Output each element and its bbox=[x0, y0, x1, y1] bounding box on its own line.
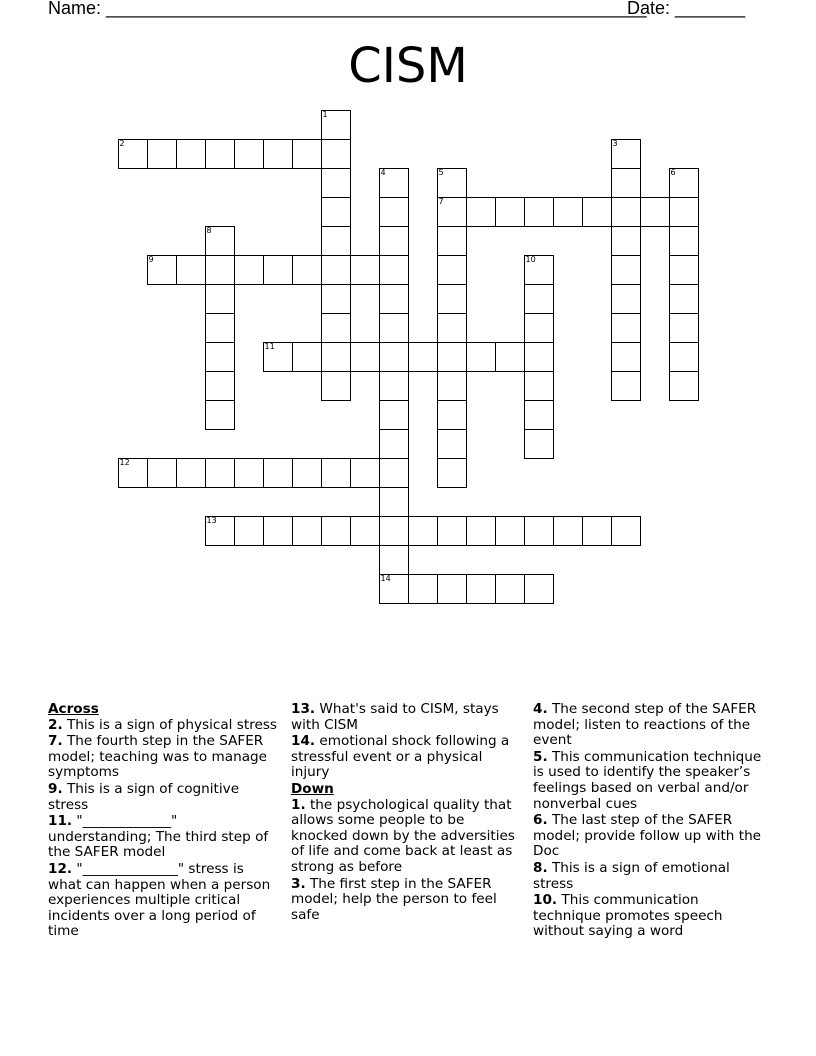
across-heading: Across bbox=[48, 701, 99, 717]
grid-cell[interactable] bbox=[379, 168, 409, 198]
clue-item-text: The fourth step in the SAFER model; teaching was to manage symptoms bbox=[48, 733, 268, 781]
grid-cell[interactable] bbox=[176, 139, 206, 169]
grid-cell[interactable] bbox=[582, 197, 612, 227]
grid-cell[interactable] bbox=[205, 516, 235, 546]
grid-cell[interactable] bbox=[466, 516, 496, 546]
grid-cell[interactable] bbox=[205, 139, 235, 169]
grid-cell[interactable] bbox=[379, 429, 409, 459]
grid-cell[interactable] bbox=[118, 458, 148, 488]
grid-cell[interactable] bbox=[379, 545, 409, 575]
grid-cell[interactable] bbox=[379, 255, 409, 285]
grid-cell[interactable] bbox=[321, 458, 351, 488]
grid-cell[interactable] bbox=[437, 226, 467, 256]
grid-cell[interactable] bbox=[379, 197, 409, 227]
grid-cell[interactable] bbox=[524, 255, 554, 285]
grid-cell[interactable] bbox=[408, 342, 438, 372]
grid-cell[interactable] bbox=[292, 139, 322, 169]
grid-cell[interactable] bbox=[263, 516, 293, 546]
grid-cell[interactable] bbox=[379, 226, 409, 256]
grid-cell[interactable] bbox=[379, 284, 409, 314]
clue-item-text: The second step of the SAFER model; listen to reactions of the event bbox=[533, 701, 757, 749]
grid-cell[interactable] bbox=[379, 574, 409, 604]
grid-cell[interactable] bbox=[669, 313, 699, 343]
grid-cell[interactable] bbox=[437, 342, 467, 372]
grid-cell[interactable] bbox=[147, 458, 177, 488]
grid-cell[interactable] bbox=[437, 168, 467, 198]
grid-cell[interactable] bbox=[669, 226, 699, 256]
grid-cell[interactable] bbox=[350, 342, 380, 372]
grid-cell[interactable] bbox=[234, 516, 264, 546]
grid-cell[interactable] bbox=[611, 342, 641, 372]
grid-cell[interactable] bbox=[524, 516, 554, 546]
clue-number: 7 bbox=[438, 197, 444, 206]
grid-cell[interactable] bbox=[321, 197, 351, 227]
clue-item-number: 11. bbox=[48, 813, 73, 830]
clue-item bbox=[533, 861, 765, 892]
grid-cell[interactable] bbox=[205, 458, 235, 488]
grid-cell[interactable] bbox=[263, 139, 293, 169]
grid-cell[interactable] bbox=[437, 429, 467, 459]
clue-number: 10 bbox=[525, 255, 536, 264]
clue-item bbox=[48, 718, 280, 734]
grid-cell[interactable] bbox=[669, 284, 699, 314]
grid-cell[interactable] bbox=[553, 197, 583, 227]
grid-cell[interactable] bbox=[669, 371, 699, 401]
grid-cell[interactable] bbox=[582, 516, 612, 546]
grid-cell[interactable] bbox=[524, 284, 554, 314]
clue-item-number: 7. bbox=[48, 733, 63, 750]
grid-cell[interactable] bbox=[263, 458, 293, 488]
grid-cell[interactable] bbox=[350, 255, 380, 285]
clues-column-1 bbox=[48, 702, 280, 941]
grid-cell[interactable] bbox=[292, 516, 322, 546]
grid-cell[interactable] bbox=[205, 400, 235, 430]
grid-cell[interactable] bbox=[379, 516, 409, 546]
grid-cell[interactable] bbox=[321, 168, 351, 198]
grid-cell[interactable] bbox=[524, 429, 554, 459]
clue-item-text: the psychological quality that allows some people to be knocked down by the adversities of life and come back at least as strong as before bbox=[291, 796, 515, 875]
date-field[interactable]: Date: _______ bbox=[627, 0, 746, 18]
clue-item-text: This communication technique is used to identify the speaker’s feelings based on verbal and/or nonverbal cues bbox=[533, 748, 762, 812]
grid-cell[interactable] bbox=[205, 313, 235, 343]
grid-cell[interactable] bbox=[669, 342, 699, 372]
clue-number: 8 bbox=[206, 226, 212, 235]
grid-cell[interactable] bbox=[321, 110, 351, 140]
clue-number: 6 bbox=[670, 168, 676, 177]
grid-cell[interactable] bbox=[640, 197, 670, 227]
grid-cell[interactable] bbox=[147, 139, 177, 169]
grid-cell[interactable] bbox=[669, 168, 699, 198]
clue-item-text: emotional shock following a stressful event or a physical injury bbox=[291, 733, 510, 781]
grid-cell[interactable] bbox=[524, 197, 554, 227]
grid-cell[interactable] bbox=[205, 284, 235, 314]
clue-number: 11 bbox=[264, 342, 275, 351]
grid-cell[interactable] bbox=[611, 197, 641, 227]
grid-cell[interactable] bbox=[495, 342, 525, 372]
clue-item bbox=[48, 862, 280, 940]
clue-item-text: The first step in the SAFER model; help the person to feel safe bbox=[291, 875, 497, 923]
grid-cell[interactable] bbox=[524, 400, 554, 430]
grid-cell[interactable] bbox=[379, 400, 409, 430]
grid-cell[interactable] bbox=[437, 371, 467, 401]
grid-cell[interactable] bbox=[611, 516, 641, 546]
clue-item-text: "_____________" understanding; The third step of the SAFER model bbox=[48, 813, 269, 861]
grid-cell[interactable] bbox=[669, 197, 699, 227]
clue-item-number: 4. bbox=[533, 701, 548, 717]
clue-item bbox=[48, 814, 280, 861]
grid-cell[interactable] bbox=[437, 197, 467, 227]
clue-number: 5 bbox=[438, 168, 444, 177]
clue-item-number: 8. bbox=[533, 859, 548, 876]
clue-item bbox=[533, 813, 765, 860]
grid-cell[interactable] bbox=[437, 574, 467, 604]
grid-cell[interactable] bbox=[437, 400, 467, 430]
clue-number: 13 bbox=[206, 516, 217, 525]
clue-item-number: 12. bbox=[48, 860, 73, 877]
grid-cell[interactable] bbox=[205, 371, 235, 401]
grid-cell[interactable] bbox=[176, 255, 206, 285]
grid-cell[interactable] bbox=[350, 516, 380, 546]
clue-item bbox=[533, 750, 765, 812]
down-heading: Down bbox=[291, 780, 334, 797]
grid-cell[interactable] bbox=[118, 139, 148, 169]
grid-cell[interactable] bbox=[437, 284, 467, 314]
clue-item-number: 3. bbox=[291, 875, 306, 892]
grid-cell[interactable] bbox=[176, 458, 206, 488]
clue-item-text: What's said to CISM, stays with CISM bbox=[291, 701, 499, 733]
clue-item-number: 6. bbox=[533, 812, 548, 829]
clue-item-number: 14. bbox=[291, 733, 316, 750]
clue-item-text: The last step of the SAFER model; provide follow up with the Doc bbox=[533, 812, 762, 860]
grid-cell[interactable] bbox=[437, 516, 467, 546]
grid-cell[interactable] bbox=[408, 516, 438, 546]
grid-cell[interactable] bbox=[321, 226, 351, 256]
grid-cell[interactable] bbox=[524, 574, 554, 604]
grid-cell[interactable] bbox=[292, 255, 322, 285]
clue-item bbox=[291, 877, 523, 924]
clue-item-number: 1. bbox=[291, 796, 306, 813]
clue-item bbox=[533, 893, 765, 940]
grid-cell[interactable] bbox=[408, 574, 438, 604]
grid-cell[interactable] bbox=[437, 313, 467, 343]
grid-cell[interactable] bbox=[524, 371, 554, 401]
clue-item-text: This communication technique promotes speech without saying a word bbox=[533, 892, 723, 940]
grid-cell[interactable] bbox=[379, 458, 409, 488]
grid-cell[interactable] bbox=[669, 255, 699, 285]
grid-cell[interactable] bbox=[611, 168, 641, 198]
grid-cell[interactable] bbox=[524, 342, 554, 372]
grid-cell[interactable] bbox=[321, 255, 351, 285]
grid-cell[interactable] bbox=[379, 342, 409, 372]
clue-item-text: This is a sign of physical stress bbox=[66, 716, 278, 733]
puzzle-title: CISM bbox=[348, 38, 468, 94]
grid-cell[interactable] bbox=[611, 226, 641, 256]
grid-cell[interactable] bbox=[321, 371, 351, 401]
grid-cell[interactable] bbox=[321, 313, 351, 343]
grid-cell[interactable] bbox=[321, 516, 351, 546]
clue-number: 14 bbox=[380, 574, 391, 583]
grid-cell[interactable] bbox=[437, 255, 467, 285]
clue-item bbox=[291, 702, 523, 733]
clue-number: 12 bbox=[119, 458, 130, 467]
clue-item bbox=[291, 798, 523, 876]
clue-item bbox=[48, 734, 280, 781]
grid-cell[interactable] bbox=[205, 255, 235, 285]
grid-cell[interactable] bbox=[611, 313, 641, 343]
grid-cell[interactable] bbox=[234, 458, 264, 488]
grid-cell[interactable] bbox=[495, 516, 525, 546]
grid-cell[interactable] bbox=[611, 139, 641, 169]
grid-cell[interactable] bbox=[321, 284, 351, 314]
clue-item-text: This is a sign of cognitive stress bbox=[48, 780, 240, 813]
grid-cell[interactable] bbox=[147, 255, 177, 285]
grid-cell[interactable] bbox=[466, 574, 496, 604]
clue-item-number: 2. bbox=[48, 716, 63, 733]
grid-cell[interactable] bbox=[553, 516, 583, 546]
grid-cell[interactable] bbox=[437, 458, 467, 488]
grid-cell[interactable] bbox=[205, 226, 235, 256]
grid-cell[interactable] bbox=[321, 342, 351, 372]
clue-item-number: 5. bbox=[533, 748, 548, 765]
clue-item-number: 9. bbox=[48, 780, 63, 797]
clue-item bbox=[291, 734, 523, 781]
clues-column-3 bbox=[533, 702, 765, 941]
grid-cell[interactable] bbox=[292, 458, 322, 488]
grid-cell[interactable] bbox=[379, 371, 409, 401]
grid-cell[interactable] bbox=[495, 197, 525, 227]
clue-item bbox=[48, 782, 280, 813]
grid-cell[interactable] bbox=[263, 342, 293, 372]
name-field[interactable]: Name: ______________________________________________________ bbox=[48, 0, 647, 18]
clue-number: 1 bbox=[322, 110, 328, 119]
grid-cell[interactable] bbox=[350, 458, 380, 488]
grid-cell[interactable] bbox=[234, 139, 264, 169]
clue-number: 3 bbox=[612, 139, 618, 148]
clue-item-text: This is a sign of emotional stress bbox=[533, 859, 730, 892]
grid-cell[interactable] bbox=[321, 139, 351, 169]
grid-cell[interactable] bbox=[611, 255, 641, 285]
clues-column-2 bbox=[291, 702, 523, 924]
clue-number: 4 bbox=[380, 168, 386, 177]
header bbox=[48, 0, 788, 20]
clue-item-number: 13. bbox=[291, 701, 316, 717]
grid-cell[interactable] bbox=[205, 342, 235, 372]
grid-cell[interactable] bbox=[234, 255, 264, 285]
grid-cell[interactable] bbox=[379, 313, 409, 343]
clue-item-number: 10. bbox=[533, 892, 558, 909]
grid-cell[interactable] bbox=[263, 255, 293, 285]
grid-cell[interactable] bbox=[611, 371, 641, 401]
clue-item-text: "______________" stress is what can happen when a person experiences multiple critical incidents over a long period of time bbox=[48, 860, 271, 940]
grid-cell[interactable] bbox=[292, 342, 322, 372]
clue-item bbox=[533, 702, 765, 749]
grid-cell[interactable] bbox=[466, 197, 496, 227]
grid-cell[interactable] bbox=[379, 487, 409, 517]
grid-cell[interactable] bbox=[524, 313, 554, 343]
clue-number: 2 bbox=[119, 139, 125, 148]
grid-cell[interactable] bbox=[495, 574, 525, 604]
grid-cell[interactable] bbox=[466, 342, 496, 372]
grid-cell[interactable] bbox=[611, 284, 641, 314]
clue-number: 9 bbox=[148, 255, 154, 264]
